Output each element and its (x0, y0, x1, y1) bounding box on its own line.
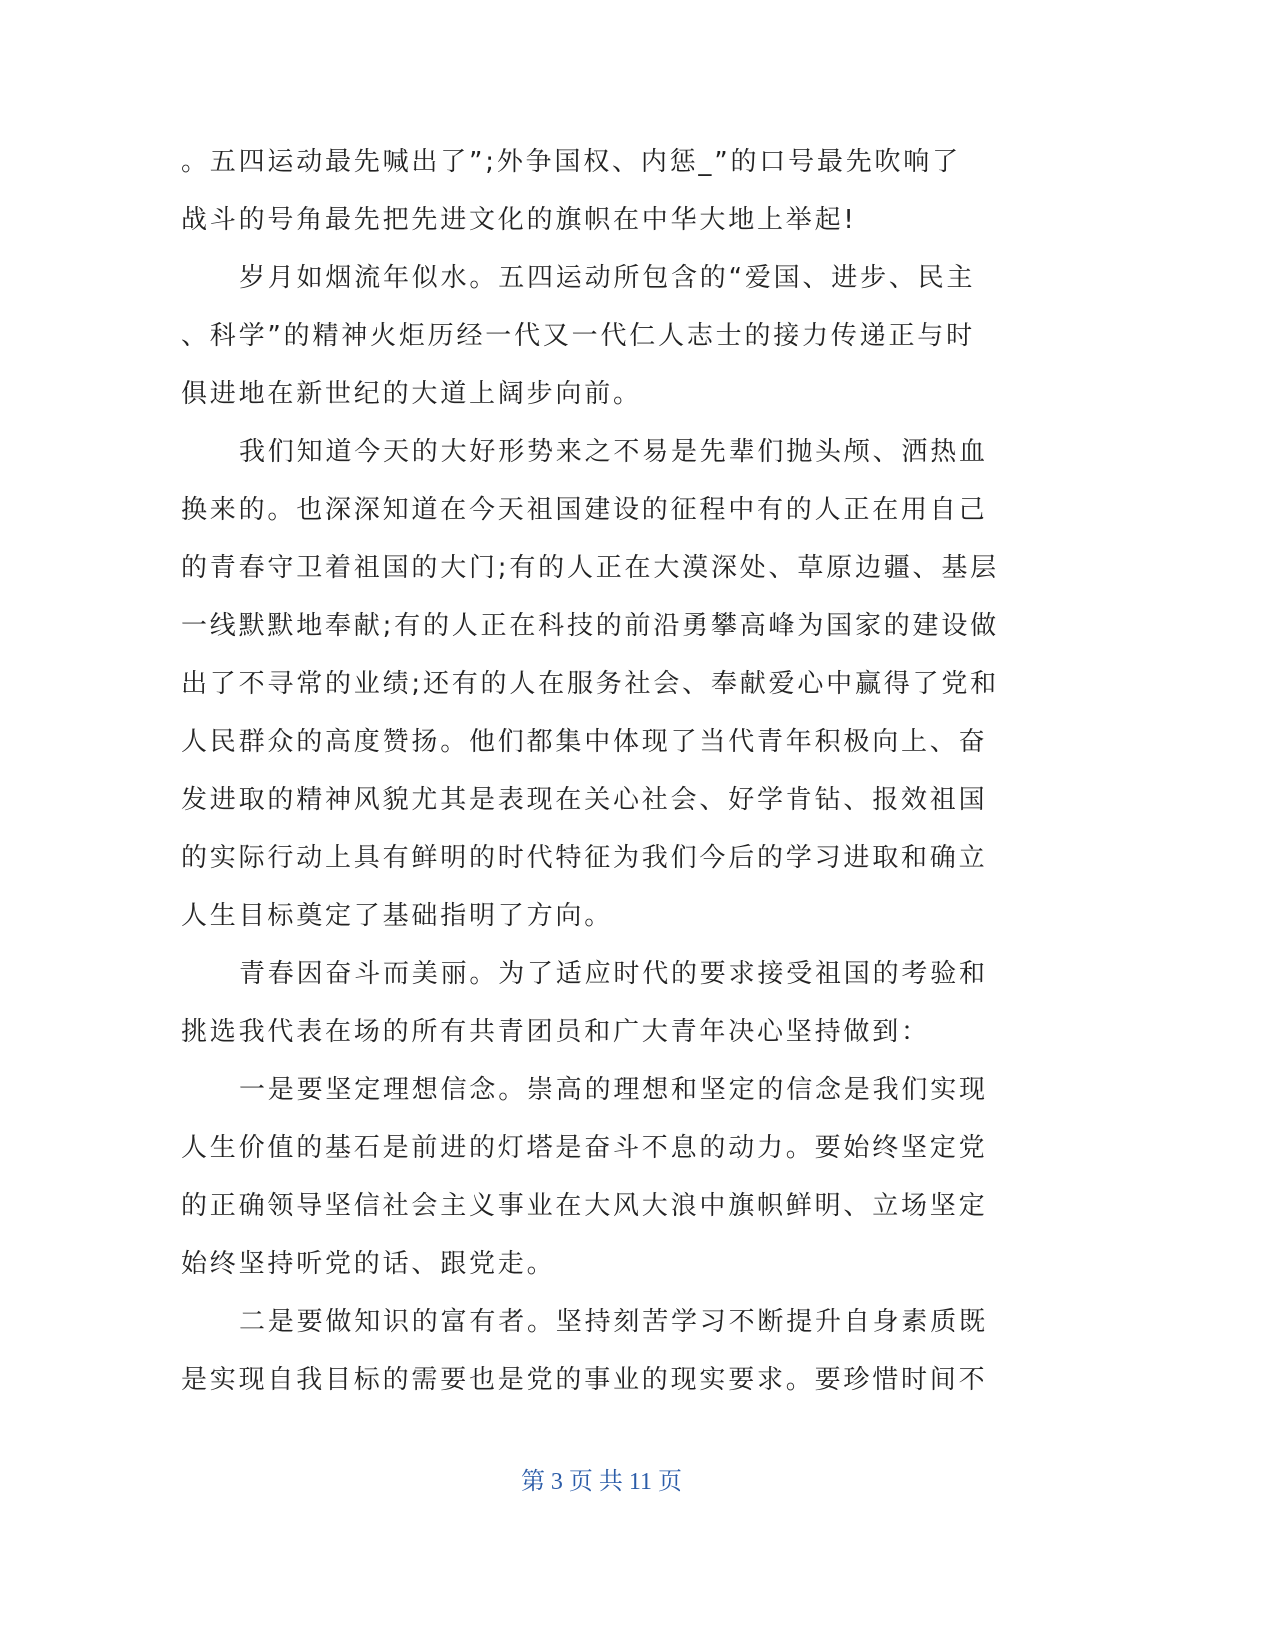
text-line: 岁月如烟流年似水。五四运动所包含的“爱国、进步、民主 (239, 263, 976, 293)
paragraph (181, 1293, 1031, 1409)
text-line: 人民群众的高度赞扬。他们都集中体现了当代青年积极向上、奋 (181, 727, 988, 757)
paragraph (181, 249, 1031, 423)
text-line: 我们知道今天的大好形势来之不易是先辈们抛头颅、洒热血 (239, 437, 988, 467)
paragraph (181, 423, 1031, 945)
text-line: 一线默默地奉献;有的人正在科技的前沿勇攀高峰为国家的建设做 (181, 611, 999, 641)
text-line: 始终坚持听党的话、跟党走。 (181, 1249, 556, 1279)
text-line: 人生价值的基石是前进的灯塔是奋斗不息的动力。要始终坚定党 (181, 1133, 988, 1163)
document-body (181, 133, 1031, 1409)
text-line: 、科学”的精神火炬历经一代又一代仁人志士的接力传递正与时 (181, 321, 975, 351)
paragraph (181, 133, 1031, 249)
text-line: 的实际行动上具有鲜明的时代特征为我们今后的学习进取和确立 (181, 843, 988, 873)
text-line: 的正确领导坚信社会主义事业在大风大浪中旗帜鲜明、立场坚定 (181, 1191, 988, 1221)
text-line: 战斗的号角最先把先进文化的旗帜在中华大地上举起! (181, 205, 857, 235)
text-line: 一是要坚定理想信念。崇高的理想和坚定的信念是我们实现 (239, 1075, 988, 1105)
text-line: 俱进地在新世纪的大道上阔步向前。 (181, 379, 642, 409)
text-line: 的青春守卫着祖国的大门;有的人正在大漠深处、草原边疆、基层 (181, 553, 999, 583)
paragraph (181, 1061, 1031, 1293)
text-line: 是实现自我目标的需要也是党的事业的现实要求。要珍惜时间不 (181, 1365, 988, 1395)
text-line: 。五四运动最先喊出了”;外争国权、内惩_”的口号最先吹响了 (181, 147, 961, 177)
text-line: 挑选我代表在场的所有共青团员和广大青年决心坚持做到： (181, 1017, 930, 1047)
text-line: 人生目标奠定了基础指明了方向。 (181, 901, 614, 931)
text-line: 换来的。也深深知道在今天祖国建设的征程中有的人正在用自己 (181, 495, 988, 525)
paragraph (181, 945, 1031, 1061)
text-line: 青春因奋斗而美丽。为了适应时代的要求接受祖国的考验和 (239, 959, 988, 989)
page-number-footer: 第 3 页 共 11 页 (520, 1469, 683, 1495)
text-line: 二是要做知识的富有者。坚持刻苦学习不断提升自身素质既 (239, 1307, 988, 1337)
text-line: 出了不寻常的业绩;还有的人在服务社会、奉献爱心中赢得了党和 (181, 669, 999, 699)
text-line: 发进取的精神风貌尤其是表现在关心社会、好学肯钻、报效祖国 (181, 785, 988, 815)
